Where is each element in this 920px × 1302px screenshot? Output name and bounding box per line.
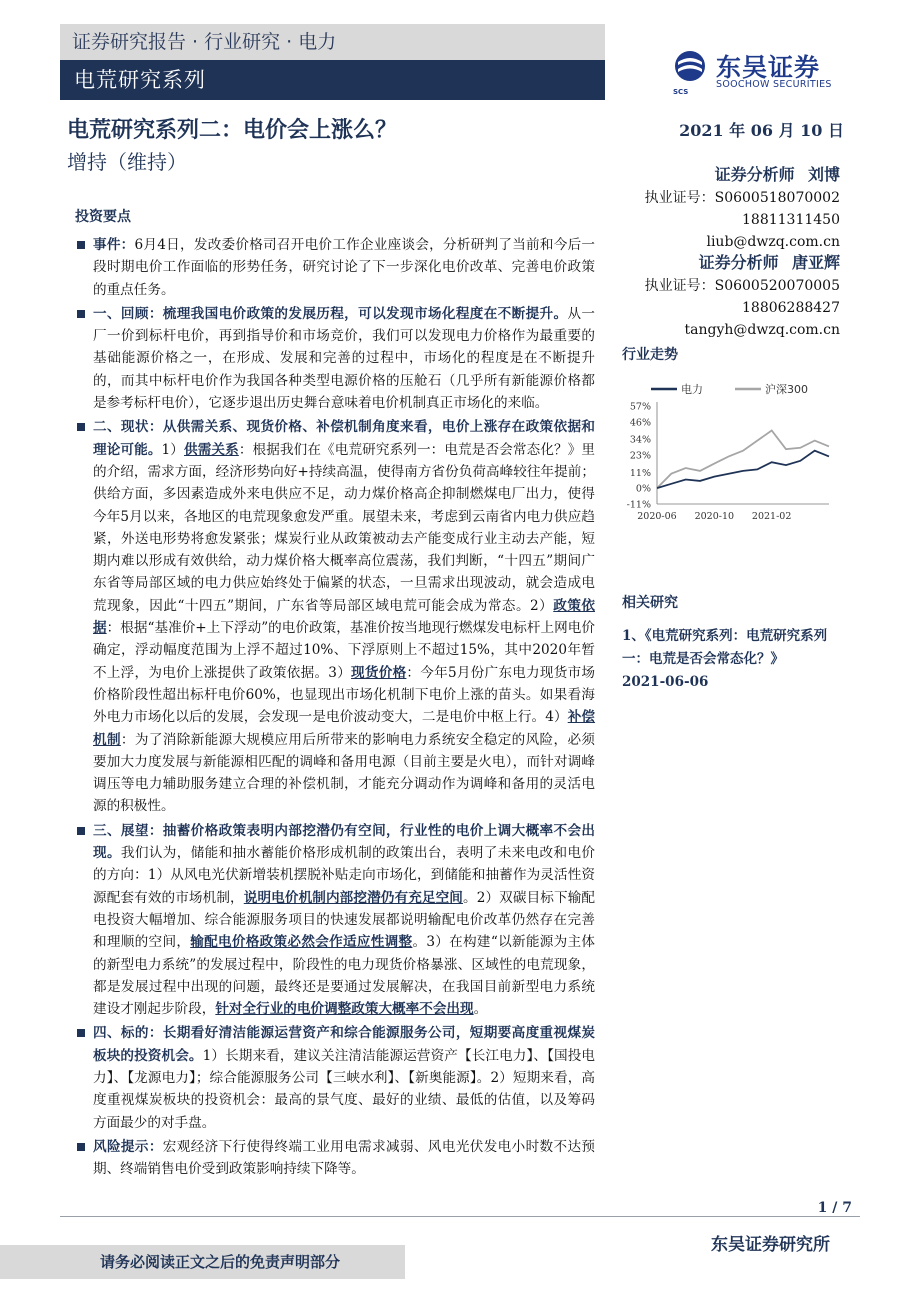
- report-title: 电荒研究系列二：电价会上涨么？: [67, 117, 398, 143]
- trend-chart: [615, 372, 855, 532]
- analyst-license: 执业证号：S0600518070002: [644, 190, 840, 206]
- x-tick-label: 2020-10: [694, 511, 735, 522]
- logo-cn: 东吴证券: [716, 53, 821, 82]
- analyst-name: 唐亚辉: [791, 253, 840, 272]
- investment-highlights: [75, 206, 595, 1182]
- y-tick-label: -11%: [626, 499, 651, 511]
- footer-disclaimer: 请务必阅读正文之后的免责声明部分: [0, 1245, 405, 1279]
- section-heading: 投资要点: [75, 209, 131, 225]
- footer-divider: [60, 1216, 860, 1217]
- report-category: 证券研究报告 · 行业研究 · 电力: [60, 24, 605, 60]
- logo-mark-icon: [670, 50, 710, 90]
- x-tick-label: 2021-02: [751, 511, 792, 522]
- analyst-phone: 18806288427: [742, 300, 840, 316]
- legend-label: 沪深300: [765, 383, 808, 396]
- y-tick-label: 57%: [629, 401, 651, 413]
- y-tick-label: 23%: [629, 450, 651, 462]
- point-review: 一、回顾：梳理我国电价政策的发展历程，可以发现市场化程度在不断提升。从一厂一价到标杆电价，再到指导价和市场竞价，我们可以发现电力价格作为最重要的基础能源价格之一，在形成、发展和完善的过程中，市场化的程度是在不断提升的，而其中标杆电价作为我国各种类型电源价格的压舱石（几乎所有新能源价格都是参考标杆电价），它逐步退出历史舞台意味着电价机制真正市场化的来临。: [75, 303, 595, 414]
- point-event: 事件：6月4日，发改委价格司召开电价工作企业座谈会，分析研判了当前和今后一段时期电价工作面临的形势任务，研究讨论了下一步深化电价改革、完善电价政策的重点任务。: [75, 234, 595, 301]
- related-item[interactable]: 1、《电荒研究系列：电荒研究系列一：电荒是否会常态化？》: [622, 628, 828, 667]
- analyst-email[interactable]: tangyh@dwzq.com.cn: [684, 322, 840, 338]
- report-date: 2021 年 06 月 10 日: [679, 121, 844, 140]
- y-tick-label: 46%: [629, 417, 651, 429]
- x-tick-label: 2020-06: [637, 511, 677, 522]
- analyst-license: 执业证号：S0600520070005: [644, 278, 840, 294]
- analyst-role: 证券分析师: [714, 165, 795, 184]
- legend-label: 电力: [681, 383, 703, 396]
- series-banner: 电荒研究系列: [60, 60, 605, 100]
- analyst-1: [645, 164, 840, 253]
- y-tick-label: 34%: [629, 434, 651, 446]
- logo-en: SOOCHOW SECURITIES: [716, 79, 832, 90]
- analyst-phone: 18811311450: [742, 212, 840, 228]
- page-number: 1 / 7: [817, 1200, 852, 1216]
- analyst-name: 刘博: [807, 165, 840, 184]
- analyst-2: [645, 252, 840, 341]
- related-item-date: 2021-06-06: [622, 674, 709, 690]
- point-risk: 风险提示：宏观经济下行使得终端工业用电需求减弱、风电光伏发电小时数不达预期、终端销售电价受到政策影响持续下降等。: [75, 1136, 595, 1181]
- related-heading: 相关研究: [622, 595, 678, 611]
- chart-heading: 行业走势: [622, 347, 678, 363]
- y-tick-label: 11%: [629, 467, 651, 479]
- rating: 增持（维持）: [67, 150, 187, 174]
- analyst-email[interactable]: liub@dwzq.com.cn: [706, 234, 840, 250]
- related-research: [622, 592, 852, 694]
- point-outlook: 三、展望：抽蓄价格政策表明内部挖潜仍有空间，行业性的电价上调大概率不会出现。我们认为，储能和抽水蓄能价格形成机制的政策出台，表明了未来电改和电价的方向：1）从风电光伏新增装机摆脱补贴走向市场化，到储能和抽蓄作为灵活性资源配套有效的市场机制，说明电价机制内部挖潜仍有充足空间。2）双碳目标下输配电投资大幅增加、综合能源服务项目的快速发展都说明输配电价改革仍然存在完善和理顺的空间，输配电价格政策必然会作适应性调整。3）在构建“以新能源为主体的新型电力系统”的发展过程中，阶段性的电力现货价格暴涨、区域性的电荒现象，都是发展过程中出现的问题，最终还是要通过发展解决，在我国目前新型电力系统建设才刚起步阶段，针对全行业的电价调整政策大概率不会出现。: [75, 820, 595, 1021]
- point-status: 二、现状：从供需关系、现货价格、补偿机制角度来看，电价上涨存在政策依据和理论可能。1）供需关系：根据我们在《电荒研究系列一：电荒是否会常态化？》里的介绍，需求方面，经济形势向好+持续高温，使得南方省份负荷高峰较往年提前；供给方面，多因素造成外来电供应不足，动力煤价格高企抑制燃煤电厂出力，使得今年5月以来，各地区的电荒现象愈发严重。展望未来，考虑到云南省内电力供应趋紧，外送电形势将愈发紧张；煤炭行业从政策被动去产能变成行业主动去产能，短期内难以形成有效供给，动力煤价格大概率高位震荡，我们判断，“十四五”期间广东省等局部区域的电力供应始终处于偏紧的状态，一旦需求出现波动，就会造成电荒现象，因此“十四五”期间，广东省等局部区域电荒可能会成为常态。2）政策依据：根据“基准价+上下浮动”的电价政策，基准价按当地现行燃煤发电标杆上网电价确定，浮动幅度范围为上浮不超过10%、下浮原则上不超过15%，其中2020年暂不上浮，为电价上涨提供了政策依据。3）现货价格：今年5月份广东电力现货市场价格阶段性超出标杆电价60%，也显现出市场化机制下电价上涨的苗头。如果看海外电力市场化以后的发展，会发现一是电价波动变大，二是电价中枢上行。4）补偿机制：为了消除新能源大规模应用后所带来的影响电力系统安全稳定的风险，必须要加大力度发展与新能源相匹配的调峰和备用电源（目前主要是火电），而针对调峰调压等电力辅助服务建立合理的补偿机制，才能充分调动作为调峰和备用的灵活电源的积极性。: [75, 416, 595, 817]
- company-logo: [670, 46, 870, 98]
- logo-mark-text: SCS: [673, 88, 689, 96]
- analyst-role: 证券分析师: [698, 253, 779, 272]
- footer-org: 东吴证券研究所: [711, 1235, 830, 1255]
- y-tick-label: 0%: [635, 483, 651, 495]
- point-targets: 四、标的：长期看好清洁能源运营资产和综合能源服务公司，短期要高度重视煤炭板块的投资机会。1）长期来看，建议关注清洁能源运营资产【长江电力】、【国投电力】、【龙源电力】；综合能源服务公司【三峡水利】、【新奥能源】。2）短期来看，高度重视煤炭板块的投资机会：最高的景气度、最好的业绩、最低的估值，以及筹码方面最少的对手盘。: [75, 1022, 595, 1133]
